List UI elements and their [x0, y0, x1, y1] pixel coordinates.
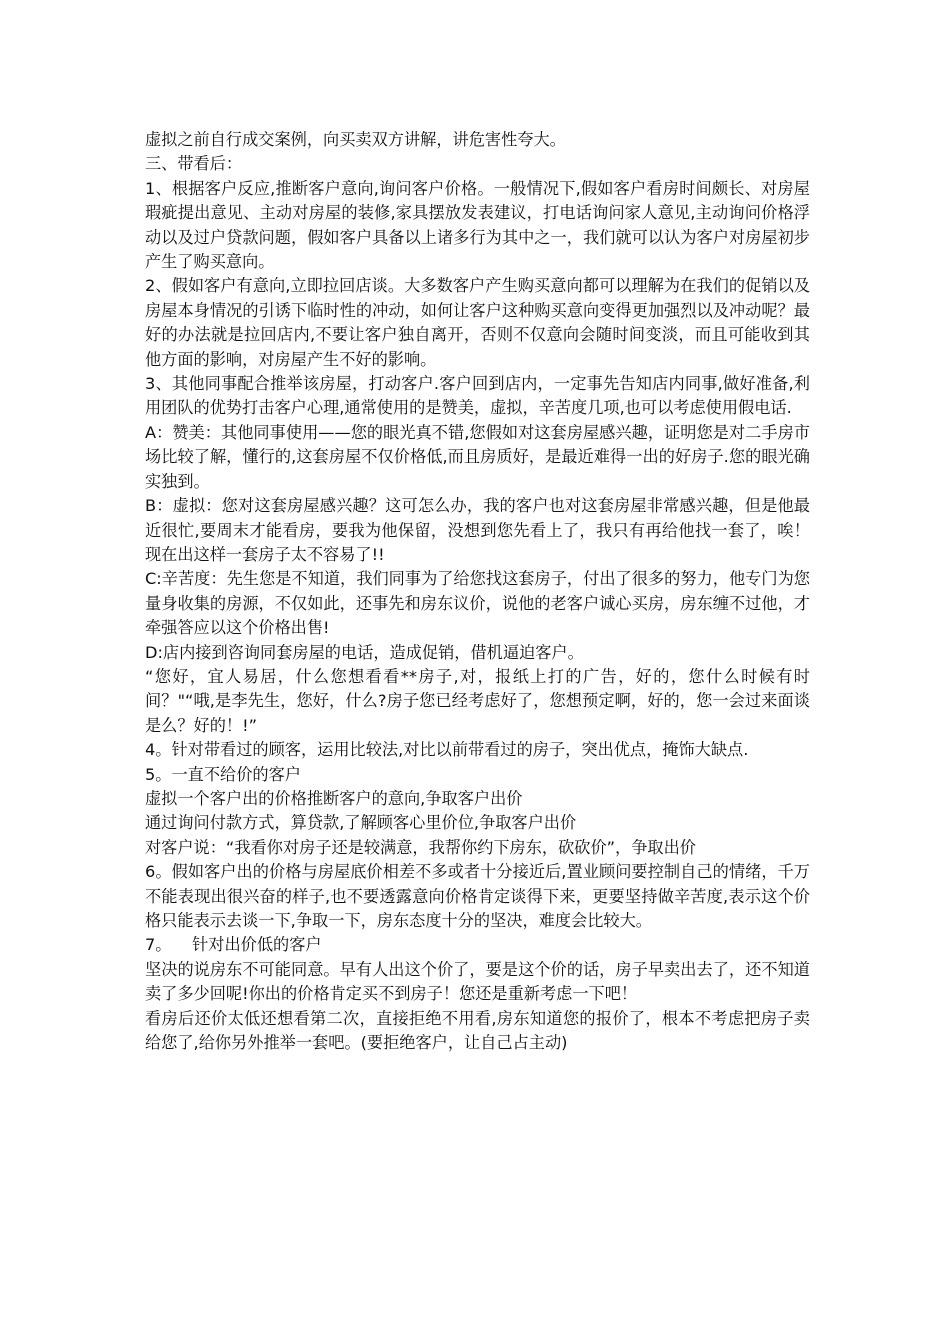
paragraph-intro-line: 虚拟之前自行成交案例，向买卖双方讲解，讲危害性夸大。	[145, 130, 566, 149]
paragraph-item-6: 6。假如客户出的价格与房屋底价相差不多或者十分接近后,置业顾问要控制自己的情绪，千万不能表现出很兴奋的样子,也不要透露意向价格肯定谈得下来，更要坚持做辛苦度,表示这个价格只能表示去谈一下,争取一下，房东态度十分的坚决，难度会比较大。	[145, 862, 810, 930]
section-heading-after-viewing: 三、带看后：	[145, 154, 243, 174]
paragraph-item-a-praise: A：赞美：其他同事使用——您的眼光真不错,您假如对这套房屋感兴趣，证明您是对二手房市场比较了解，懂行的,这套房屋不仅价格低,而且房质好，是最近难得一出的好房子.您的眼光确实独到。	[145, 422, 810, 491]
paragraph-item-7-line-2: 看房后还价太低还想看第二次，直接拒绝不用看,房东知道您的报价了，根本不考虑把房子卖给您了,给你另外推举一套吧。(要拒绝客户，让自己占主动)	[145, 1008, 810, 1053]
paragraph-item-7-line-1: 坚决的说房东不可能同意。早有人出这个价了，要是这个价的话，房子早卖出去了，还不知道卖了多少回呢!你出的价格肯定买不到房子！您还是重新考虑一下吧！	[145, 959, 810, 1004]
paragraph-item-c-effort: C:辛苦度：先生您是不知道，我们同事为了给您找这套房子，付出了很多的努力，他专门为您量身收集的房源，不仅如此，还事先和房东议价，说他的老客户诚心买房，房东缠不过他，才牵强答应以这个价格出售!	[145, 569, 810, 638]
paragraph-item-5-line-2: 通过询问付款方式，算贷款,了解顾客心里价位,争取客户出价	[145, 813, 577, 833]
paragraph-item-1: 1、根据客户反应,推断客户意向,询问客户价格。一般情况下,假如客户看房时间颇长、对房屋瑕疵提出意见、主动对房屋的装修,家具摆放发表建议，打电话询问家人意见,主动询问价格浮动以及过户贷款问题，假如客户具备以上诸多行为其中之一，我们就可以认为客户对房屋初步产生了购买意向。	[145, 178, 810, 272]
paragraph-item-3: 3、其他同事配合推举该房屋，打动客户.客户回到店内，一定事先告知店内同事,做好准备,利用团队的优势打击客户心理,通常使用的是赞美，虚拟，辛苦度几项,也可以考虑使用假电话.	[145, 374, 810, 418]
paragraph-item-4: 4。针对带看过的顾客，运用比较法,对比以前带看过的房子，突出优点，掩饰大缺点.	[145, 740, 749, 760]
paragraph-phone-dialogue: “您好，宜人易居，什么您想看看**房子,对，报纸上打的广告，好的，您什么时候有时间？"“哦,是李先生，您好，什么?房子您已经考虑好了，您想预定啊，好的，您一会过来面谈是么？好的！!”	[145, 666, 810, 735]
paragraph-item-5-line-1: 虚拟一个客户出的价格推断客户的意向,争取客户出价	[145, 788, 523, 808]
paragraph-item-5-heading: 5。一直不给价的客户	[145, 764, 301, 784]
paragraph-item-d-phone: D:店内接到咨询同套房屋的电话，造成促销，借机逼迫客户。	[145, 642, 584, 662]
paragraph-item-7-heading: 7。 针对出价低的客户	[145, 935, 322, 955]
paragraph-item-b-virtual: B：虚拟：您对这套房屋感兴趣？这可怎么办，我的客户也对这套房屋非常感兴趣，但是他最近很忙,要周末才能看房，要我为他保留，没想到您先看上了，我只有再给他找一套了，唉！现在出这样一套房子太不容易了!!	[145, 496, 810, 564]
paragraph-item-2: 2、假如客户有意向,立即拉回店谈。大多数客户产生购买意向都可以理解为在我们的促销以及房屋本身情况的引诱下临时性的冲动，如何让客户这种购买意向变得更加强烈以及冲动呢？最好的办法就是拉回店内,不要让客户独自离开，否则不仅意向会随时间变淡，而且可能收到其他方面的影响，对房屋产生不好的影响。	[145, 276, 810, 369]
document-page	[145, 128, 810, 1055]
paragraph-item-5-line-3: 对客户说：“我看你对房子还是较满意，我帮你约下房东，砍砍价”，争取出价	[145, 837, 696, 857]
